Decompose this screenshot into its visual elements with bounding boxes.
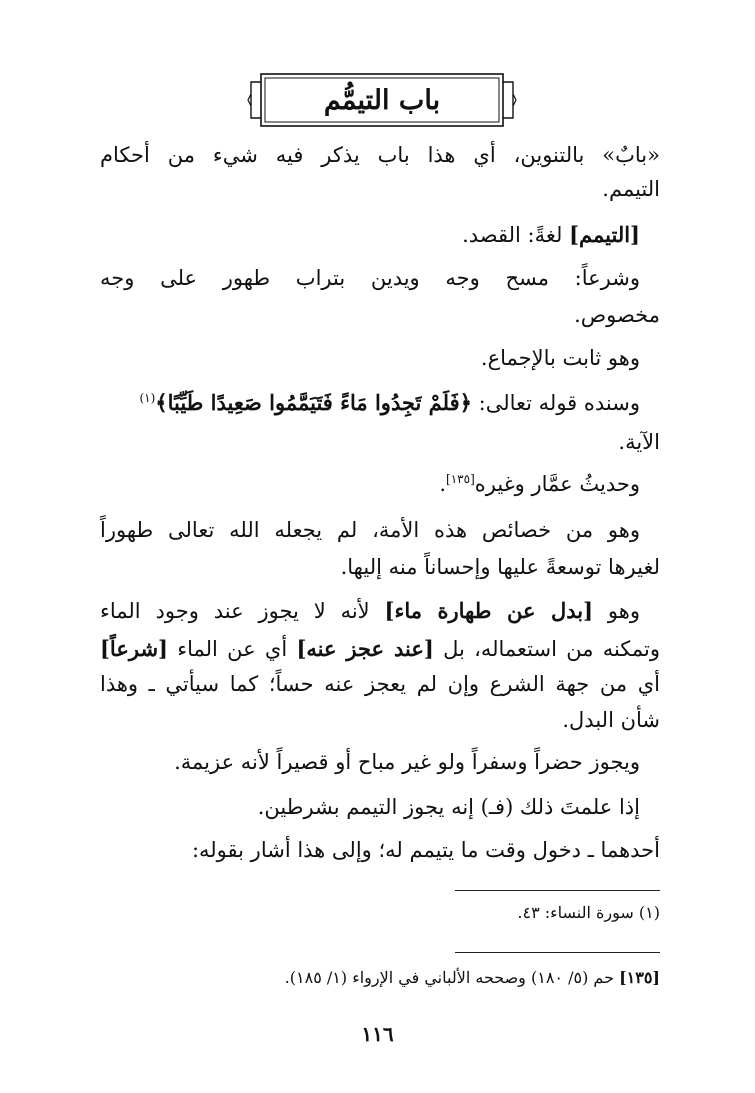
text-span: وتمكنه من استعماله، بل: [443, 637, 661, 661]
text-line: وشرعاً: مسح وجه ويدين بتراب طهور على وجه: [100, 266, 640, 290]
bold-term: [شرعاً]: [100, 636, 168, 661]
text-line: أحدهما ـ دخول وقت ما يتيمم له؛ وإلى هذا أشار بقوله:: [191, 838, 660, 862]
footnote: (١) سورة النساء: ٤٣.: [517, 903, 660, 922]
text-line: وهو من خصائص هذه الأمة، لم يجعله الله تعالى طهوراً: [100, 518, 640, 542]
footnote-ref: (١): [139, 391, 156, 405]
text-line: التيمم.: [602, 177, 660, 201]
text-span: .: [439, 472, 447, 496]
text-span: وهو: [607, 599, 640, 623]
bold-term: [عند عجز عنه]: [296, 636, 434, 661]
footnote: [285, 968, 660, 987]
text-line: [139, 390, 640, 415]
footnote-rule: [455, 952, 660, 953]
text-line: وهو ثابت بالإجماع.: [480, 346, 640, 370]
text-span: وسنده قوله تعالى:: [478, 391, 640, 415]
text-line: لغيرها توسعةً عليها وإحساناً منه إليها.: [340, 555, 660, 579]
text-line: [439, 472, 640, 496]
chapter-title-frame: [247, 72, 517, 128]
footnote-ref: [١٣٥]: [619, 968, 660, 987]
bold-term: [بدل عن طهارة ماء]: [384, 598, 594, 623]
text-line: مخصوص.: [574, 303, 660, 327]
text-line: [100, 598, 640, 623]
text-line: أي من جهة الشرع وإن لم يعجز عنه حساً؛ كما سيأتي ـ وهذا: [100, 672, 660, 696]
bold-term: [التيمم]: [569, 222, 640, 247]
text-span: وحديثُ عمَّار وغيره: [474, 472, 640, 496]
text-line: الآية.: [618, 430, 660, 454]
text-span: أي عن الماء: [177, 637, 288, 661]
text-line: «بابٌ» بالتنوين، أي هذا باب يذكر فيه شيء من أحكام: [100, 143, 660, 167]
text-line: إذا علمتَ ذلك (فـ) إنه يجوز التيمم بشرطين.: [257, 795, 640, 819]
text-span: لأنه لا يجوز عند وجود الماء: [100, 599, 370, 623]
footnote-rule: [455, 890, 660, 891]
text-line: [462, 222, 640, 247]
hadith-ref: [١٣٥]: [446, 472, 475, 486]
text-line: ويجوز حضراً وسفراً ولو غير مباح أو قصيراً لأنه عزيمة.: [174, 750, 640, 774]
text-span: لغةً: القصد.: [462, 223, 563, 247]
text-line: شأن البدل.: [562, 708, 660, 732]
page-number: ١١٦: [361, 1022, 394, 1046]
text-line: [100, 636, 660, 661]
quran-verse: ﴿فَلَمْ تَجِدُوا مَاءً فَتَيَمَّمُوا صَعِيدًا طَيِّبًا﴾: [155, 390, 472, 415]
footnote-text: حم (٥/ ١٨٠) وصححه الألباني في الإرواء (١/ ١٨٥).: [284, 968, 614, 987]
chapter-title: باب التيمُّم: [323, 84, 441, 116]
